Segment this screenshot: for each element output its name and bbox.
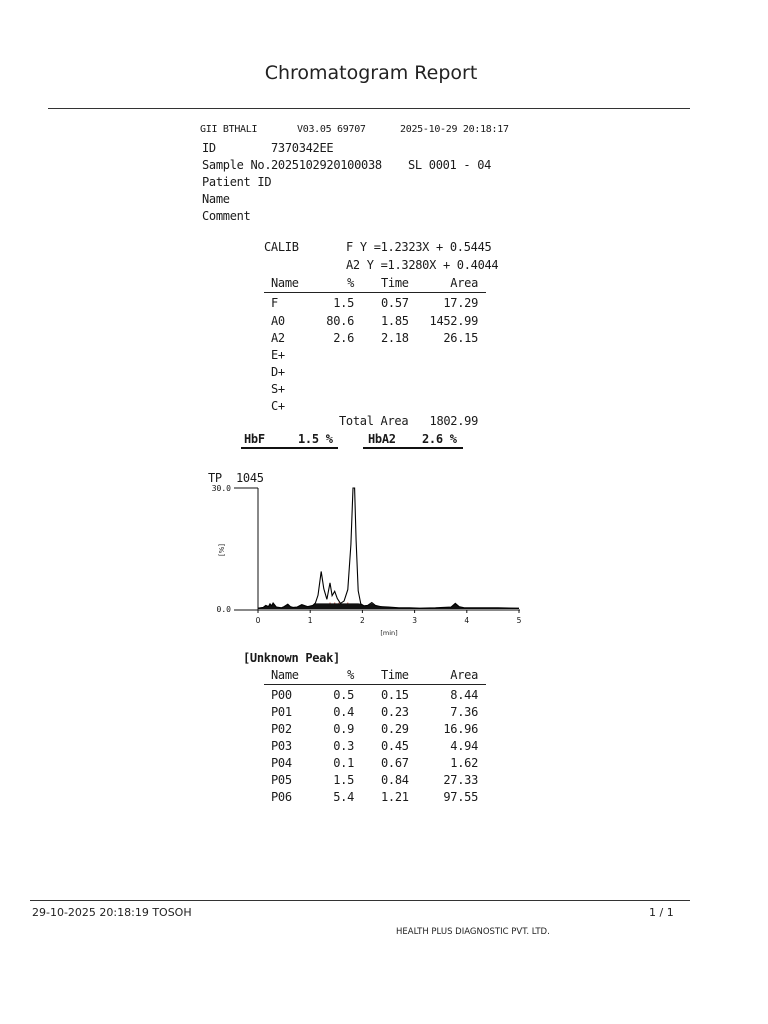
peak-name: P03 [271,739,292,753]
y-top-tick-label: 30.0 [211,484,231,493]
peak-percent: 5.4 [333,790,354,804]
footer-divider [30,900,690,901]
footer-timestamp: 29-10-2025 20:18:19 TOSOH [32,906,192,919]
x-tick-label: 5 [516,616,522,625]
peak-percent: 80.6 [326,314,354,328]
col-area-header: Area [450,668,478,682]
calib-line-f: F Y =1.2323X + 0.5445 [346,240,492,254]
peak-name: P01 [271,705,292,719]
peak-name: C+ [271,399,285,413]
run-datetime: 2025-10-29 20:18:17 [400,124,509,135]
peak-area: 7.36 [450,705,478,719]
lab-name: HEALTH PLUS DIAGNOSTIC PVT. LTD. [396,927,550,937]
patient-id-label: Patient ID [202,175,272,189]
col-area-header: Area [450,276,478,290]
sl-value: SL 0001 - 04 [408,158,492,172]
col-time-header: Time [381,668,409,682]
x-tick-label: 1 [307,616,313,625]
x-axis-unit: [min] [380,629,398,637]
peak-name: P00 [271,688,292,702]
sample-label: Sample No. [202,158,272,172]
hbf-label: HbF [244,432,265,446]
col-percent-header: % [347,668,354,682]
peak-percent: 0.9 [333,722,354,736]
calib-line-a2: A2 Y =1.3280X + 0.4044 [346,258,499,272]
peak-name: S+ [271,382,285,396]
peak-percent: 0.5 [333,688,354,702]
sample-value: 2025102920100038 [271,158,382,172]
hbf-value: 1.5 % [298,432,333,446]
x-ticks [256,610,522,625]
peak-time: 0.15 [381,688,409,702]
peak-name: P02 [271,722,292,736]
chromatogram-trace [258,488,519,608]
peak-percent: 0.3 [333,739,354,753]
chromatogram-chart [200,478,530,643]
unknown-peak-title: [Unknown Peak] [243,651,340,665]
y-bottom-tick-label: 0.0 [216,605,231,614]
page-title: Chromatogram Report [264,62,478,84]
peak-percent: 0.1 [333,756,354,770]
peak-area: 1452.99 [429,314,478,328]
peak-name: A0 [271,314,285,328]
name-label: Name [202,192,230,206]
peak-area: 8.44 [450,688,478,702]
peak-percent: 1.5 [333,773,354,787]
peak-name: P05 [271,773,292,787]
peak-area: 16.96 [443,722,478,736]
instrument-name: GII BTHALI [200,124,258,135]
peak-name: F [271,296,278,310]
tp-label: TP [208,471,222,485]
tp-value: 1045 [236,471,264,485]
peak-percent: 2.6 [333,331,354,345]
peak-name: P04 [271,756,292,770]
total-area-value: 1802.99 [429,414,478,428]
peak-area: 26.15 [443,331,478,345]
comment-label: Comment [202,209,251,223]
hba2-label: HbA2 [368,432,396,446]
peak-time: 0.67 [381,756,409,770]
peak-name: A2 [271,331,285,345]
hbf-underline [241,447,338,449]
peak-percent: 1.5 [333,296,354,310]
peak-time: 0.29 [381,722,409,736]
peak-time: 0.84 [381,773,409,787]
peak-area: 97.55 [443,790,478,804]
x-tick-label: 4 [464,616,470,625]
col-name-header: Name [271,668,299,682]
x-tick-label: 2 [360,616,365,625]
peak-name: P06 [271,790,292,804]
hba2-value: 2.6 % [422,432,457,446]
col-name-header: Name [271,276,299,290]
peak-time: 1.21 [381,790,409,804]
id-value: 7370342EE [271,141,334,155]
title-divider [48,108,690,109]
page-number: 1 / 1 [649,906,674,919]
peak-area: 4.94 [450,739,478,753]
peaks-table-rule [264,292,486,293]
hba2-underline [363,447,463,449]
id-label: ID [202,141,216,155]
peak-area: 17.29 [443,296,478,310]
peak-time: 0.23 [381,705,409,719]
y-axis-unit: [%] [218,543,226,557]
col-time-header: Time [381,276,409,290]
peak-name: D+ [271,365,285,379]
peak-time: 2.18 [381,331,409,345]
peak-time: 0.57 [381,296,409,310]
calib-label: CALIB [264,240,299,254]
unknown-peaks-rule [264,684,486,685]
peak-time: 1.85 [381,314,409,328]
col-percent-header: % [347,276,354,290]
peak-area: 1.62 [450,756,478,770]
software-version: V03.05 69707 [297,124,366,135]
x-tick-label: 0 [255,616,261,625]
peak-area: 27.33 [443,773,478,787]
peak-time: 0.45 [381,739,409,753]
peak-percent: 0.4 [333,705,354,719]
total-area-label: Total Area [339,414,409,428]
x-tick-label: 3 [412,616,417,625]
peak-name: E+ [271,348,285,362]
